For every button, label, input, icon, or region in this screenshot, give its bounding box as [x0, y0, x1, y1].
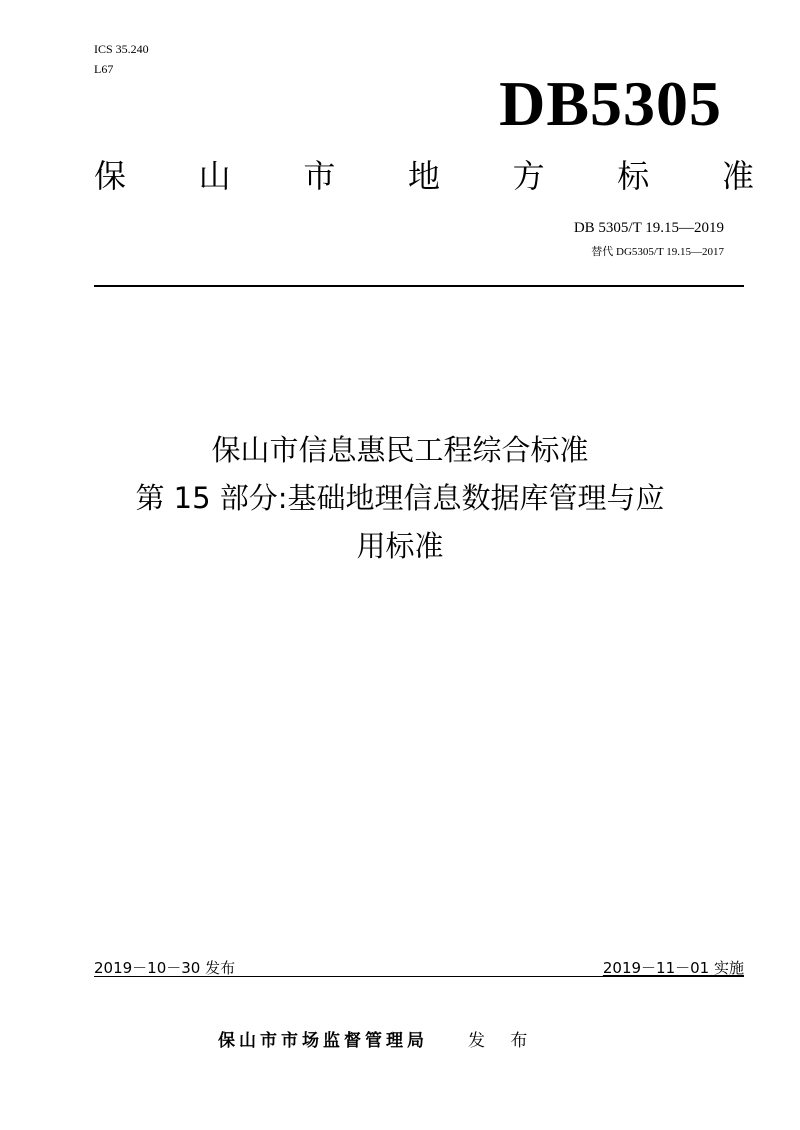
- publish-label: 发 布: [468, 1031, 538, 1051]
- issue-date: 2019－10－30 发布: [94, 959, 236, 977]
- heading-char: 标: [617, 157, 650, 195]
- date-row: [94, 958, 744, 978]
- ics-code: ICS 35.240: [94, 42, 149, 56]
- ccs-code: L67: [94, 62, 114, 76]
- replaced-standard: 替代 DG5305/T 19.15—2017: [591, 246, 724, 258]
- standard-number: DB 5305/T 19.15—2019: [573, 220, 724, 236]
- issuing-authority: 保山市市场监督管理局: [218, 1031, 428, 1051]
- title-line-2: 第 15 部分:基础地理信息数据库管理与应: [135, 481, 665, 515]
- implementation-date: 2019－11－01 实施: [602, 959, 744, 977]
- issuer-row: [218, 1030, 537, 1052]
- heading-char: 山: [198, 157, 231, 195]
- title-line-1: 保山市信息惠民工程综合标准: [211, 433, 589, 467]
- standard-type-heading: [94, 156, 754, 196]
- document-title: [40, 426, 760, 570]
- heading-char: 保: [94, 157, 127, 195]
- heading-char: 方: [512, 157, 545, 195]
- heading-char: 地: [407, 157, 440, 195]
- title-line-3: 用标准: [356, 529, 444, 563]
- standard-code-logo: DB5305: [499, 68, 722, 139]
- heading-char: 市: [303, 157, 336, 195]
- footer-divider: [94, 976, 744, 977]
- header-divider: [94, 285, 744, 287]
- heading-char: 准: [721, 157, 754, 195]
